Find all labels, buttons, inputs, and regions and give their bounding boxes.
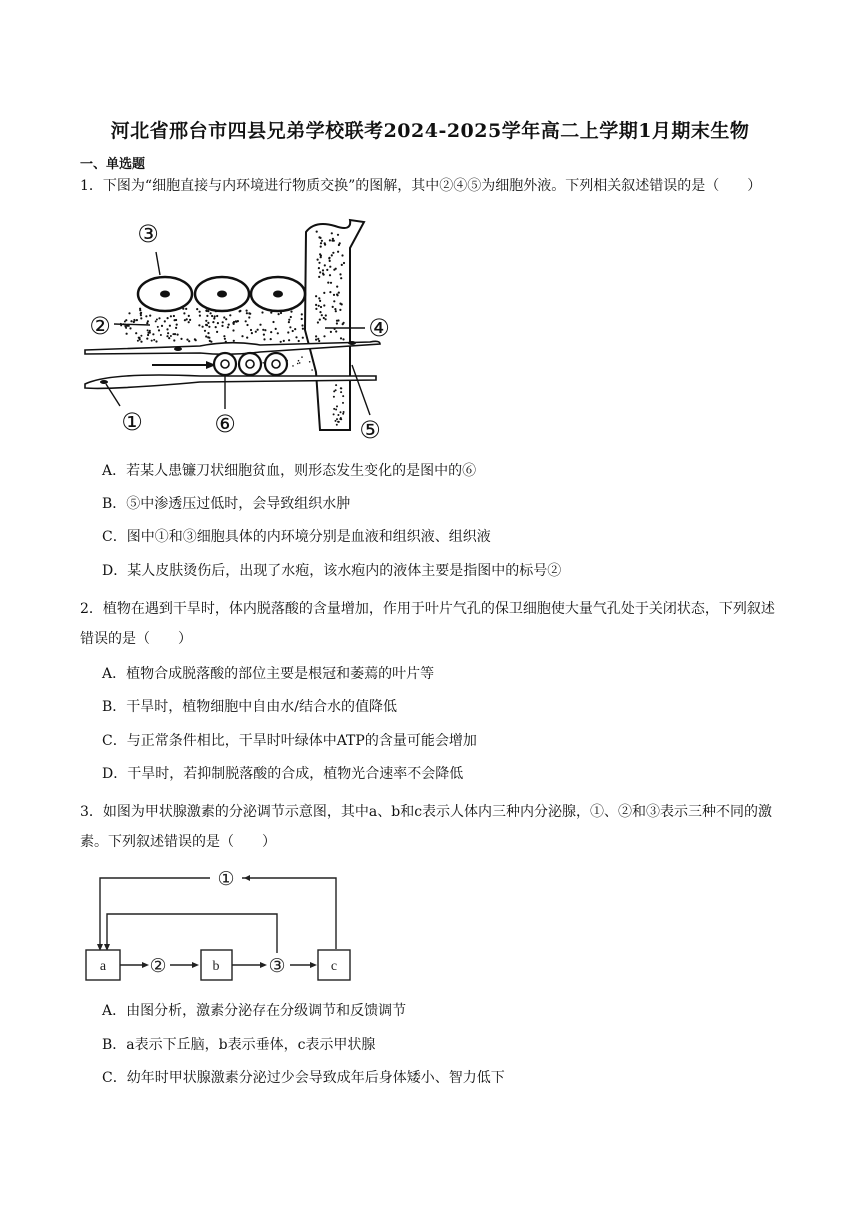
hormone-1-label: ① bbox=[217, 868, 235, 890]
box-a-label: a bbox=[99, 959, 107, 974]
tissue-cells bbox=[138, 277, 305, 311]
box-b-label: b bbox=[212, 959, 220, 974]
hormone-2-label: ② bbox=[149, 955, 167, 977]
question-1-option-b: B．⑤中渗透压过低时，会导致组织水肿 bbox=[102, 496, 351, 512]
question-2-option-d: D．干旱时，若抑制脱落酸的合成，植物光合速率不会降低 bbox=[102, 766, 464, 782]
red-blood-cells bbox=[214, 353, 287, 375]
question-3-stem: 3．如图为甲状腺激素的分泌调节示意图，其中a、b和c表示人体内三种内分泌腺，①、②和③表示三种不同的激素。下列叙述错误的是（ ） bbox=[80, 804, 773, 850]
question-1-option-d: D．某人皮肤烫伤后，出现了水疱，该水疱内的液体主要是指图中的标号② bbox=[102, 563, 562, 579]
question-2-option-a: A．植物合成脱落酸的部位主要是根冠和萎蔫的叶片等 bbox=[102, 666, 435, 682]
question-3-figure bbox=[82, 864, 352, 982]
question-3-option-a: A．由图分析，激素分泌存在分级调节和反馈调节 bbox=[102, 1003, 407, 1019]
label-6: ⑥ bbox=[214, 410, 236, 438]
box-c-label: c bbox=[330, 959, 338, 974]
question-3-option-c: C．幼年时甲状腺激素分泌过少会导致成年后身体矮小、智力低下 bbox=[102, 1070, 505, 1086]
document-title: 河北省邢台市四县兄弟学校联考2024-2025学年高二上学期1月期末生物 bbox=[110, 120, 750, 142]
question-2-stem: 2．植物在遇到干旱时，体内脱落酸的含量增加，作用于叶片气孔的保卫细胞使大量气孔处于关闭状态，下列叙述错误的是（ ） bbox=[80, 601, 775, 647]
question-1-stem: 1．下图为“细胞直接与内环境进行物质交换”的图解，其中②④⑤为细胞外液。下列相关叙述错误的是（ ） bbox=[80, 178, 762, 194]
label-2: ② bbox=[89, 312, 111, 340]
question-1-option-c: C．图中①和③细胞具体的内环境分别是血液和组织液、组织液 bbox=[102, 529, 491, 545]
label-4: ④ bbox=[368, 314, 390, 342]
question-1-option-a: A．若某人患镰刀状细胞贫血，则形态发生变化的是图中的⑥ bbox=[102, 463, 477, 479]
label-5: ⑤ bbox=[359, 416, 381, 444]
question-1-figure bbox=[80, 212, 400, 444]
label-1: ① bbox=[121, 408, 143, 436]
lymph-vessel bbox=[305, 220, 364, 430]
section-heading: 一、单选题 bbox=[80, 157, 146, 172]
question-2-option-b: B．干旱时，植物细胞中自由水/结合水的值降低 bbox=[102, 699, 398, 715]
question-3-option-b: B．a表示下丘脑，b表示垂体，c表示甲状腺 bbox=[102, 1037, 376, 1053]
question-2-option-c: C．与正常条件相比，干旱时叶绿体中ATP的含量可能会增加 bbox=[102, 733, 477, 749]
label-3: ③ bbox=[137, 220, 159, 248]
hormone-3-label: ③ bbox=[268, 955, 286, 977]
